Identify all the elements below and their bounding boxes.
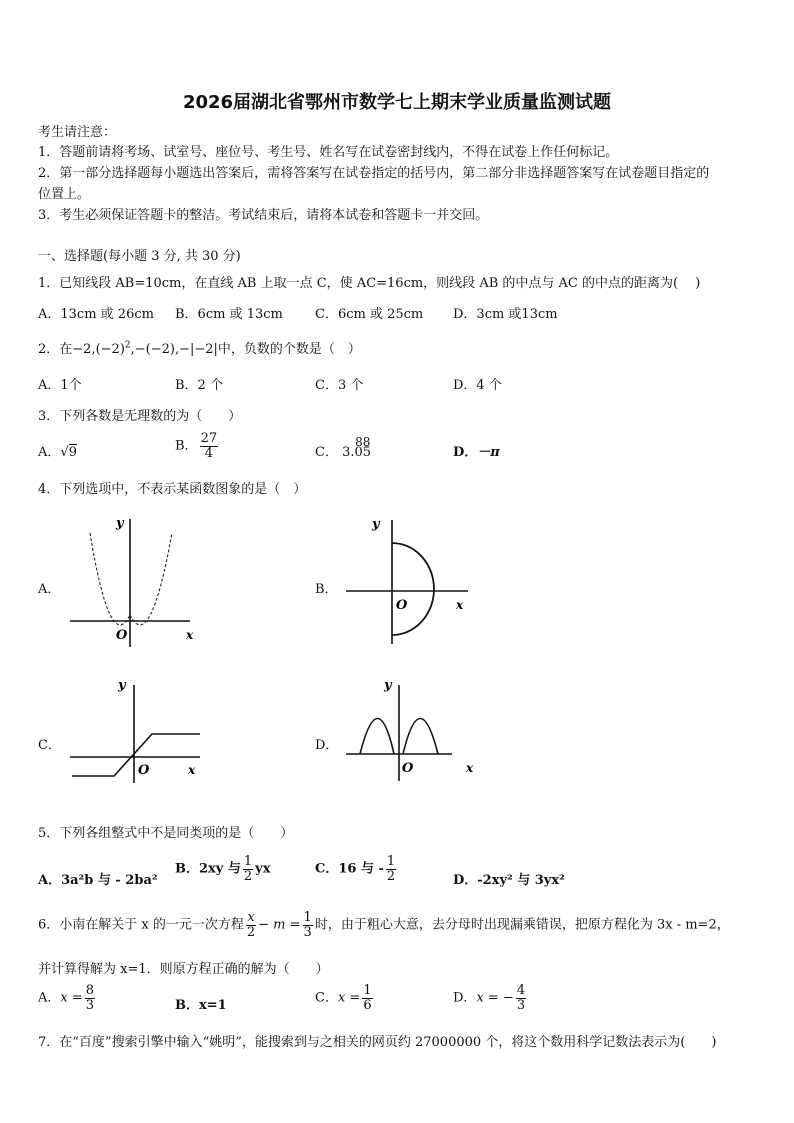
- notice-item: 1．答题前请将考场、试室号、座位号、考生号、姓名写在试卷密封线内，不得在试卷上作任何标记。: [38, 145, 619, 160]
- q6-option-b: B．x=1: [175, 998, 227, 1013]
- question-3-stem: 3．下列各数是无理数的为（ ）: [38, 409, 242, 424]
- q6-prefix: 6．小南在解关于 x 的一元一次方程: [38, 917, 244, 933]
- notice-item: 2．第一部分选择题每小题选出答案后，需将答案写在试卷指定的括号内，第二部分非选择题答案写在试卷题目指定的: [38, 166, 710, 181]
- q2-option-d: D．4 个: [453, 378, 502, 393]
- q3-b-denominator: 4: [204, 445, 213, 461]
- q5-c-denominator: 2: [386, 868, 396, 884]
- q3-b-label: B．: [175, 438, 198, 454]
- graph-c-y-label: y: [118, 678, 126, 693]
- q5-option-a: A．3a²b 与 - 2ba²: [38, 873, 158, 888]
- notice-heading: 考生请注意：: [38, 125, 117, 140]
- graph-c-piecewise: [68, 675, 208, 785]
- q6-option-d: [453, 984, 528, 1012]
- graph-a-curve-right: [130, 533, 172, 625]
- q2-option-c: C．3 个: [315, 378, 364, 393]
- q3-b-numerator: 27: [200, 431, 218, 446]
- notice-item: 3．考生必须保证答题卡的整洁。考试结束后，请将本试卷和答题卡一并交回。: [38, 208, 489, 223]
- question-7-stem: 7．在“百度”搜索引擎中输入“姚明”，能搜索到与之相关的网页约 27000000 个，将这个数用科学记数法表示为( ): [38, 1035, 717, 1050]
- q6-d-eq: x = −: [476, 990, 514, 1006]
- q6-option-c: [315, 984, 375, 1012]
- notice-item: 位置上。: [38, 187, 91, 202]
- q3-d-value: －π: [477, 445, 500, 460]
- q5-b-suffix: yx: [255, 861, 271, 877]
- graph-c-x-label: x: [188, 763, 196, 777]
- question-2-stem: [38, 338, 361, 357]
- q2-suffix: 中，负数的个数是（ ）: [217, 342, 361, 357]
- q6-a-numerator: 8: [85, 983, 95, 998]
- q5-option-b: [175, 855, 270, 883]
- q4-option-a-label: A．: [38, 582, 61, 597]
- q4-option-c-label: C．: [38, 738, 61, 753]
- q3-option-c: [315, 435, 372, 460]
- section-heading: 一、选择题(每小题 3 分, 共 30 分): [38, 249, 241, 264]
- q5-c-numerator: 1: [386, 854, 396, 869]
- q2-expr-b: ,−(−2),−|−2|: [130, 342, 218, 357]
- q6-c-numerator: 1: [363, 983, 372, 998]
- q6-a-label: A．: [38, 990, 61, 1006]
- graph-b-semicircle: [340, 508, 475, 648]
- question-6-stem: [38, 911, 730, 939]
- q6-d-label: D．: [453, 990, 477, 1006]
- q3-c-value: 3.05: [342, 445, 372, 460]
- q6-d-denominator: 3: [516, 997, 526, 1013]
- q2-expr-a: −2,(−2): [72, 342, 125, 357]
- q5-option-c: [315, 855, 398, 883]
- graph-d-curve-right: [403, 719, 438, 755]
- q6-middle: − m =: [258, 917, 301, 933]
- q2-exponent: 2: [124, 340, 131, 351]
- graph-b-curve: [392, 543, 434, 635]
- q6-line-2: 并计算得解为 x=1．则原方程正确的解为（ ）: [38, 962, 329, 977]
- page-title: 2026届湖北省鄂州市数学七上期末学业质量监测试题: [182, 92, 612, 113]
- q2-prefix: 2．在: [38, 342, 73, 357]
- graph-a-curve-left: [90, 533, 130, 625]
- q6-f2-denominator: 3: [303, 924, 312, 940]
- q3-c-label: C．: [315, 445, 338, 460]
- q6-suffix: 时，由于粗心大意，去分母时出现漏乘错误，把原方程化为 3x - m=2，: [314, 917, 730, 933]
- question-5-stem: 5．下列各组整式中不是同类项的是（ ）: [38, 826, 294, 841]
- q2-option-b: B．2 个: [175, 378, 223, 393]
- graph-d-waves: [340, 675, 480, 785]
- q6-option-a: [38, 984, 97, 1012]
- graph-a-x-label: x: [186, 628, 194, 642]
- q2-option-a: A．1个: [38, 378, 82, 393]
- question-1-stem: 1．已知线段 AB=10cm，在直线 AB 上取一点 C，使 AC=16cm，则线段 AB 的中点与 AC 的中点的距离为( ): [38, 276, 701, 291]
- q3-option-b: [175, 432, 220, 460]
- question-4-stem: 4．下列选项中，不表示某函数图象的是（ ）: [38, 482, 307, 497]
- q6-c-eq: x =: [337, 990, 361, 1006]
- q6-f1-numerator: x: [247, 910, 255, 925]
- q3-a-radicand: 9: [68, 445, 77, 460]
- q5-option-d: D．-2xy² 与 3yx²: [453, 873, 565, 888]
- q5-b-denominator: 2: [243, 868, 253, 884]
- graph-b-y-label: y: [372, 517, 380, 532]
- q3-c-repeating-digits: 88: [355, 435, 371, 449]
- q1-option-d: D．3cm 或13cm: [453, 307, 558, 322]
- graph-d-x-label: x: [466, 761, 474, 775]
- graph-b-origin: O: [396, 598, 408, 613]
- q4-option-b-label: B．: [315, 582, 338, 597]
- q3-a-label: A．: [38, 445, 61, 460]
- q5-b-numerator: 1: [243, 854, 253, 869]
- graph-d-curve-left: [360, 719, 394, 755]
- graph-a-parabola: [68, 505, 198, 650]
- q6-f2-numerator: 1: [303, 910, 312, 925]
- q6-c-label: C．: [315, 990, 338, 1006]
- q6-c-denominator: 6: [363, 997, 372, 1013]
- q1-option-a: A．13cm 或 26cm: [38, 307, 154, 322]
- q5-b-prefix: B．2xy 与: [175, 861, 241, 877]
- graph-a-y-label: y: [116, 516, 124, 531]
- q3-option-d: [453, 441, 500, 460]
- q6-d-numerator: 4: [516, 983, 526, 998]
- graph-c-line: [72, 734, 200, 776]
- q1-option-b: B．6cm 或 13cm: [175, 307, 283, 322]
- q6-a-eq: x =: [60, 990, 83, 1006]
- q1-option-c: C．6cm 或 25cm: [315, 307, 424, 322]
- q4-option-d-label: D．: [315, 738, 339, 753]
- q5-c-prefix: C．16 与 -: [315, 861, 384, 877]
- q6-a-denominator: 3: [85, 997, 95, 1013]
- graph-d-y-label: y: [384, 678, 392, 693]
- q6-f1-denominator: 2: [246, 924, 256, 940]
- graph-d-origin: O: [402, 761, 414, 776]
- q3-d-label: D．: [453, 445, 478, 460]
- graph-c-origin: O: [138, 763, 150, 778]
- q3-option-a: [38, 441, 77, 460]
- sqrt-icon: √: [60, 445, 69, 460]
- graph-b-x-label: x: [456, 598, 464, 612]
- graph-a-origin: O: [116, 628, 128, 643]
